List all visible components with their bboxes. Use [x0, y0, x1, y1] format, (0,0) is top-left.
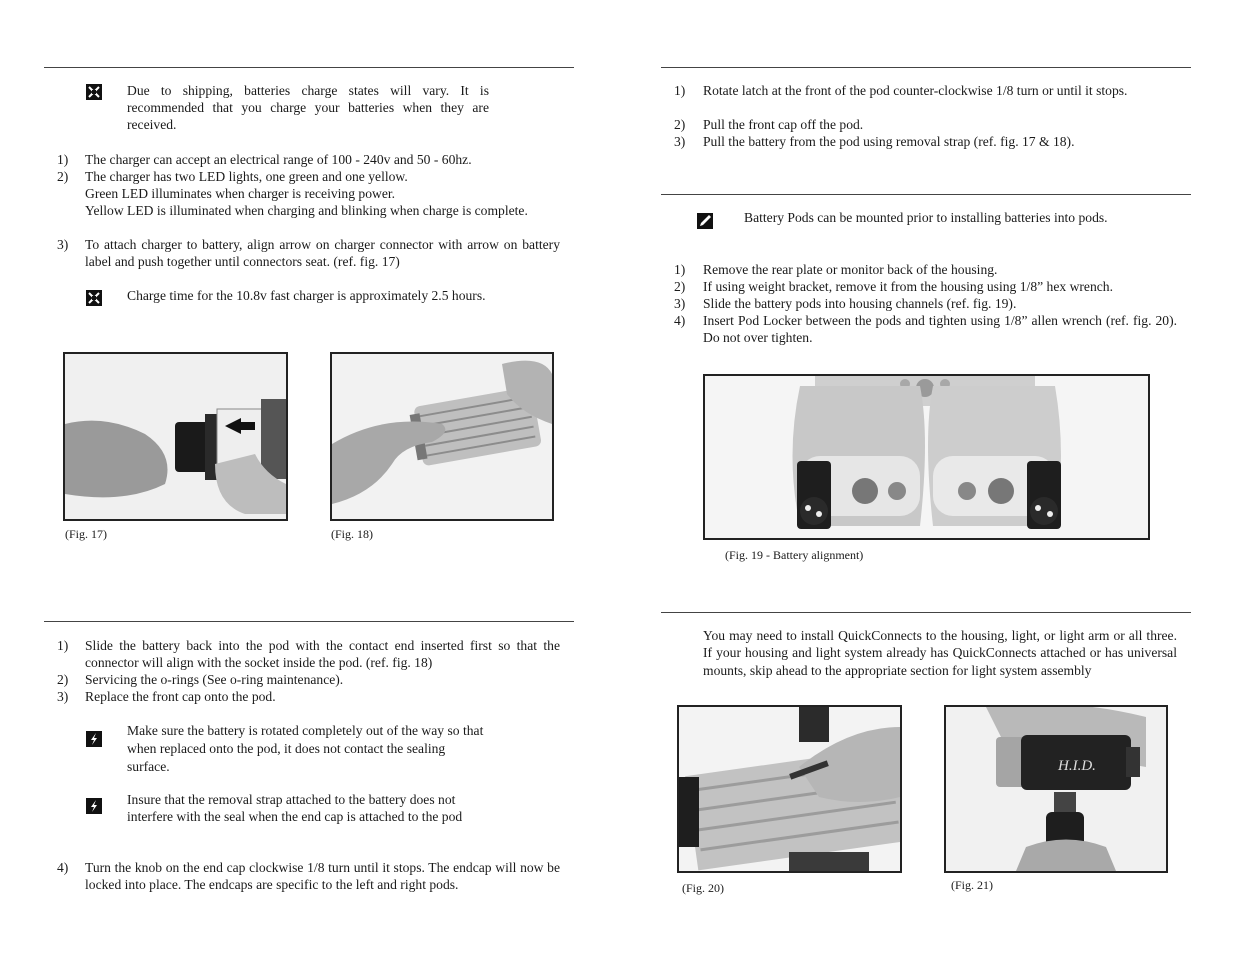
list-item — [674, 133, 1177, 150]
list-text: The charger can accept an electrical range of 100 - 240v and 50 - 60hz. — [85, 152, 472, 167]
list-number: 1) — [57, 638, 69, 653]
tools-icon — [86, 84, 102, 100]
note-shipping-text: Due to shipping, batteries charge states will vary. It is recommended that you charge your batteries when they are received. — [127, 83, 489, 132]
fig17-photo — [63, 352, 288, 521]
led-line: The charger has two LED lights, one green and one yellow. — [85, 169, 408, 184]
note-shipping — [86, 82, 496, 134]
note-strap-text: Insure that the removal strap attached to the battery does not interfere with the seal when the end cap is attached to the pod — [127, 792, 463, 824]
fig19-caption: (Fig. 19 - Battery alignment) — [725, 548, 864, 562]
fig18-caption: (Fig. 18) — [331, 527, 373, 541]
quickconnect-paragraph: You may need to install QuickConnects to the housing, light, or light arm or all three. If your housing and light system already has QuickConnects attached or has universal mounts, skip ahead to the appropriate section for light system assembly — [703, 628, 1177, 678]
left-middle-rule — [44, 621, 574, 622]
led-line: Green LED illuminates when charger is receiving power. — [85, 186, 396, 201]
list-text: Servicing the o-rings (See o-ring maintenance). — [85, 672, 344, 687]
list-item — [57, 168, 560, 236]
list-item — [57, 151, 560, 168]
fig21-photo — [944, 705, 1168, 873]
note-rotate — [86, 722, 496, 776]
list-number: 2) — [674, 117, 686, 132]
list-number: 4) — [57, 860, 69, 875]
note-pods — [697, 209, 1117, 243]
fig20-caption: (Fig. 20) — [682, 881, 724, 895]
list-number: 3) — [674, 134, 686, 149]
list-number: 2) — [57, 672, 69, 687]
warning-icon — [86, 798, 102, 814]
list-number: 3) — [57, 689, 69, 704]
fig21-caption: (Fig. 21) — [951, 878, 993, 892]
note-pods-text: Battery Pods can be mounted prior to installing batteries into pods. — [744, 210, 1108, 225]
list-item — [674, 116, 1177, 133]
left-top-rule — [44, 67, 574, 68]
list-text — [85, 168, 560, 219]
list-text: Remove the rear plate or monitor back of the housing. — [703, 262, 998, 277]
list-number: 3) — [674, 296, 686, 311]
list-number: 1) — [57, 152, 69, 167]
list-number: 2) — [57, 169, 69, 184]
led-line: Yellow LED is illuminated when charging and blinking when charge is complete. — [85, 203, 528, 218]
list-item — [57, 688, 560, 705]
list-text: Pull the battery from the pod using removal strap (ref. fig. 17 & 18). — [703, 134, 1075, 149]
fig17-caption: (Fig. 17) — [65, 527, 107, 541]
note-charge-time-text: Charge time for the 10.8v fast charger is approximately 2.5 hours. — [127, 288, 486, 303]
list-item — [674, 312, 1177, 346]
fig19-photo — [703, 374, 1150, 540]
list-text: To attach charger to battery, align arrow on charger connector with arrow on battery label and push together until connectors seat. (ref. fig. 17) — [85, 237, 560, 269]
right-pods-rule — [661, 194, 1191, 195]
list-text: Turn the knob on the end cap clockwise 1/8 turn until it stops. The endcap will now be locked into place. The endcaps are specific to the left and right pods. — [85, 860, 560, 892]
right-top-rule — [661, 67, 1191, 68]
list-text: Slide the battery pods into housing channels (ref. fig. 19). — [703, 296, 1017, 311]
list-item — [674, 295, 1177, 312]
list-number: 1) — [674, 83, 686, 98]
list-text: Rotate latch at the front of the pod counter-clockwise 1/8 turn or until it stops. — [703, 83, 1128, 98]
list-text: Replace the front cap onto the pod. — [85, 689, 276, 704]
list-text: If using weight bracket, remove it from the housing using 1/8” hex wrench. — [703, 279, 1113, 294]
list-text: Slide the battery back into the pod with the contact end inserted first so that the connector will align with the socket inside the pod. (ref. fig. 18) — [85, 638, 560, 670]
list-item — [57, 859, 560, 910]
list-item — [57, 671, 560, 688]
fig21-logo-text: H.I.D. — [1058, 758, 1096, 774]
note-rotate-text: Make sure the battery is rotated completely out of the way so that when replaced onto the pod, it does not contact the sealing surface. — [127, 723, 484, 774]
pen-icon — [697, 213, 713, 229]
list-item — [57, 637, 560, 671]
fig18-photo — [330, 352, 554, 521]
tools-icon — [86, 290, 102, 306]
list-number: 4) — [674, 313, 686, 328]
list-item — [674, 261, 1177, 278]
list-item — [57, 236, 560, 270]
list-item — [674, 82, 1177, 116]
list-text: Insert Pod Locker between the pods and tighten using 1/8” allen wrench (ref. fig. 20). Do not over tighten. — [703, 313, 1177, 345]
note-strap — [86, 791, 496, 843]
list-item — [674, 278, 1177, 295]
list-text: Pull the front cap off the pod. — [703, 117, 864, 132]
fig20-photo — [677, 705, 902, 873]
list-number: 1) — [674, 262, 686, 277]
list-number: 3) — [57, 237, 69, 252]
right-quickconnect-rule — [661, 612, 1191, 613]
list-number: 2) — [674, 279, 686, 294]
note-charge-time — [86, 287, 496, 321]
warning-icon — [86, 731, 102, 747]
